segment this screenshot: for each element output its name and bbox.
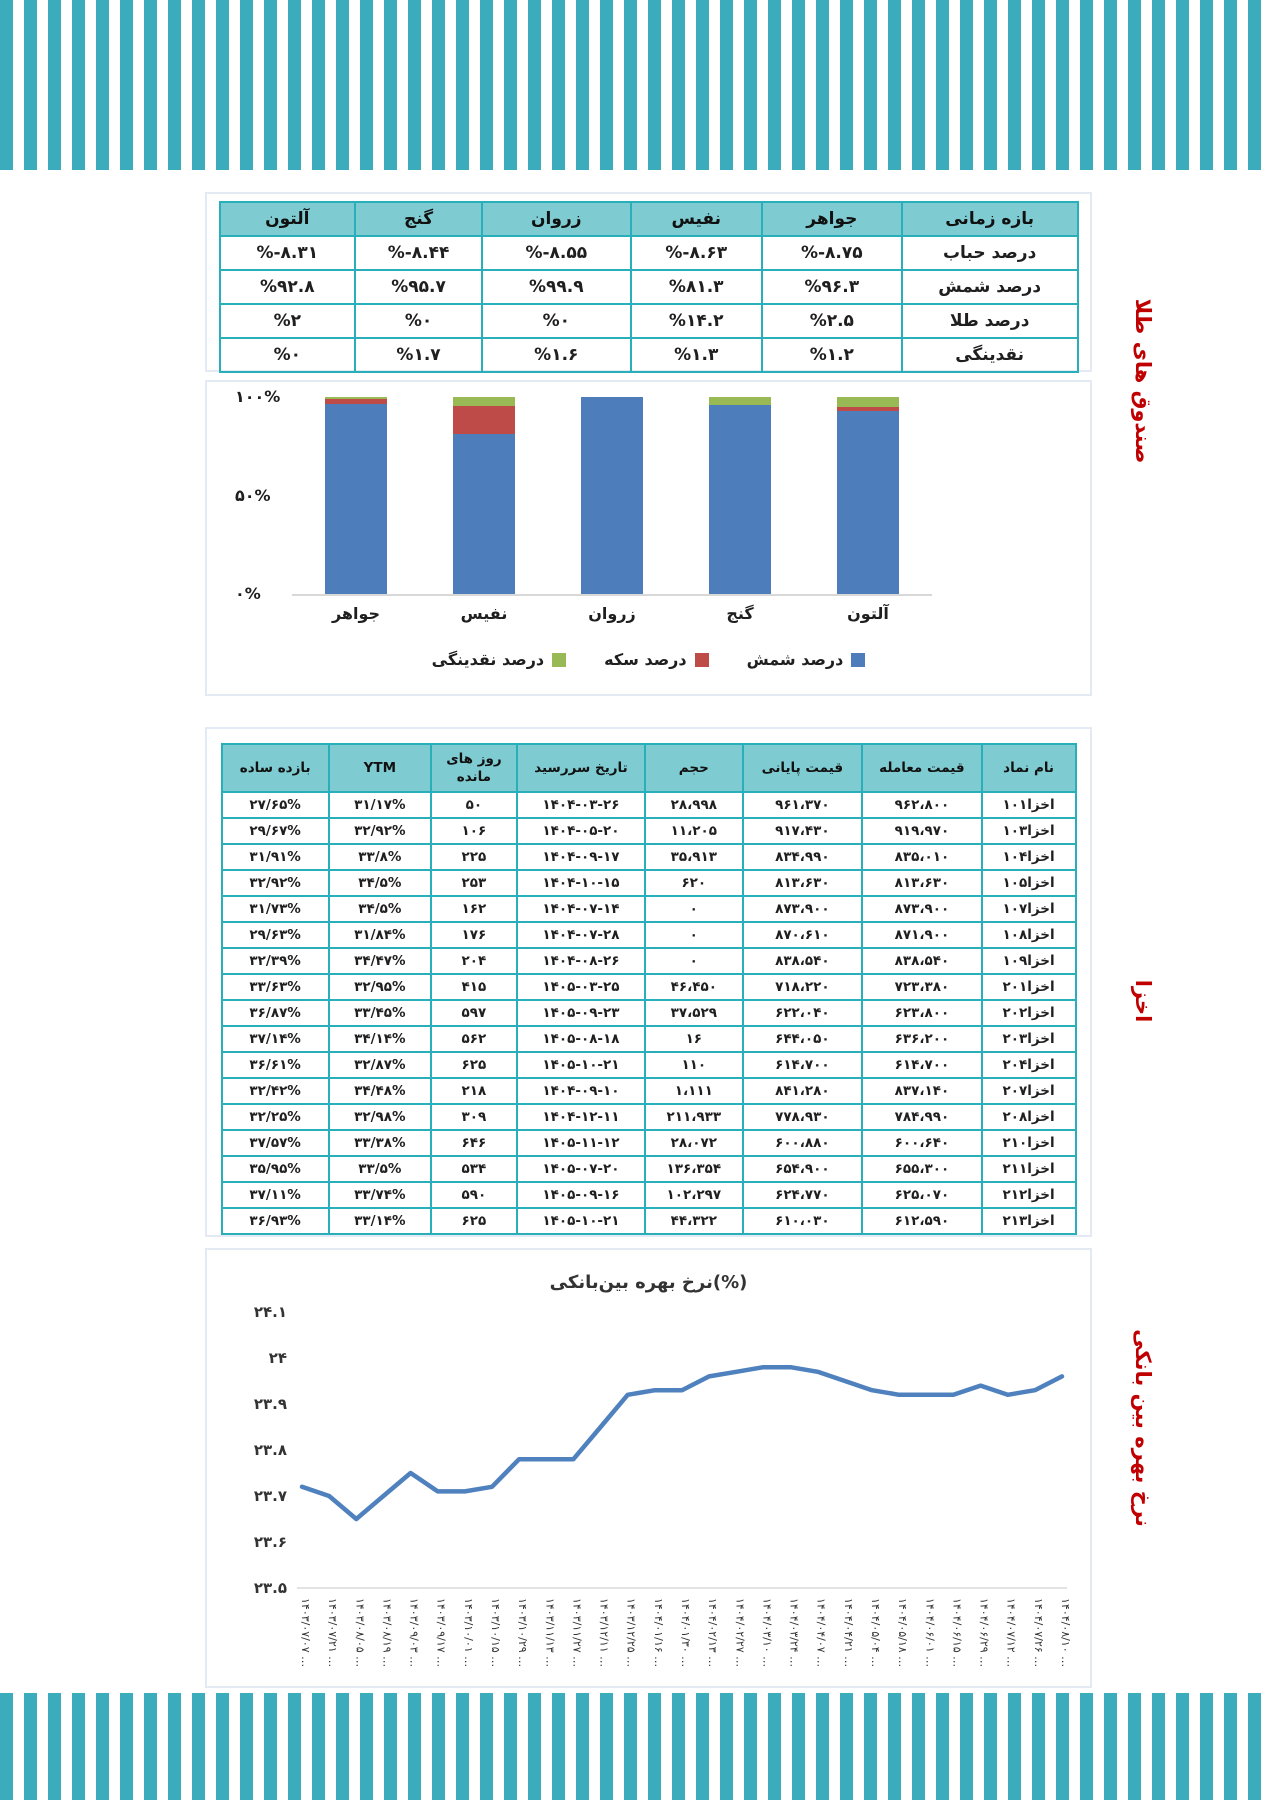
x-axis-label: جواهر (331, 604, 381, 623)
x-axis-label: ۱۴۰۴/۰۳/۲۴ … (787, 1598, 801, 1668)
interbank-line-chart (207, 1250, 1094, 1690)
x-axis-label: ۱۴۰۴/۰۱/۳۰ … (679, 1598, 692, 1668)
column-header: قیمت معامله (862, 744, 982, 792)
table-cell: ۲۲۵ (431, 844, 517, 870)
table-cell: ۱،۱۱۱ (645, 1078, 743, 1104)
column-header: بازه زمانی (902, 202, 1078, 236)
bar-slot (292, 397, 420, 594)
table-cell: ۶۰۰،۸۸۰ (743, 1130, 863, 1156)
table-cell: ۶۱۴،۷۰۰ (862, 1052, 982, 1078)
line-chart-title: نرخ بهره بین‌بانکی(%) (549, 1272, 748, 1293)
bar-جواهر (325, 397, 387, 594)
row-label: نقدینگی (902, 338, 1078, 372)
table-cell: ۲۹/۶۳% (222, 922, 329, 948)
table-cell: ۹۱۷،۴۳۰ (743, 818, 863, 844)
table-cell: ۱۴۰۵-۰۷-۲۰ (517, 1156, 645, 1182)
table-cell: ۱۶۲ (431, 896, 517, 922)
table-cell: %۱.۳ (631, 338, 762, 372)
table-cell: %۹۹.۹ (482, 270, 631, 304)
table-cell: ۳۶/۹۳% (222, 1208, 329, 1234)
table-cell: ۳۳/۳۸% (329, 1130, 431, 1156)
x-axis-label: ۱۴۰۴/۰۵/۱۸ … (896, 1598, 910, 1668)
table-cell: ۳۷/۵۷% (222, 1130, 329, 1156)
legend-label: درصد سکه (604, 650, 687, 669)
x-axis-label: ۱۴۰۳/۰۸/۱۹ … (380, 1598, 394, 1668)
table-cell: ۱۳۶،۳۵۴ (645, 1156, 743, 1182)
bar-segment (709, 397, 771, 405)
table-cell: ۱۴۰۴-۰۷-۱۴ (517, 896, 645, 922)
table-cell: ۳۴/۴۸% (329, 1078, 431, 1104)
x-axis-label: ۱۴۰۴/۰۶/۲۹ … (977, 1598, 991, 1668)
symbol-cell: اخزا۲۰۸ (982, 1104, 1076, 1130)
table-cell: ۳۲/۲۵% (222, 1104, 329, 1130)
x-axis-label: ۱۴۰۳/۱۰/۰۱ … (461, 1598, 475, 1668)
table-row (222, 1026, 1076, 1052)
table-cell: ۳۲/۹۲% (222, 870, 329, 896)
bar-chart-x-axis (292, 604, 932, 623)
column-header: جواهر (762, 202, 902, 236)
side-label-gold-funds: صندوق های طلا (1131, 298, 1155, 464)
table-cell: ۱۶ (645, 1026, 743, 1052)
table-cell: ۶۲۵،۰۷۰ (862, 1182, 982, 1208)
table-cell: %۰ (220, 338, 356, 372)
table-cell: ۳۲/۹۸% (329, 1104, 431, 1130)
symbol-cell: اخزا۱۰۱ (982, 792, 1076, 818)
y-axis-tick: ۲۴.۱ (253, 1303, 287, 1321)
row-label: درصد شمش (902, 270, 1078, 304)
table-cell: ۱۴۰۴-۰۵-۲۰ (517, 818, 645, 844)
akhza-panel (205, 727, 1092, 1237)
symbol-cell: اخزا۱۰۸ (982, 922, 1076, 948)
table-cell: ۳۳/۶۳% (222, 974, 329, 1000)
table-cell: ۷۲۳،۳۸۰ (862, 974, 982, 1000)
table-cell: ۷۷۸،۹۳۰ (743, 1104, 863, 1130)
table-row (220, 338, 1078, 372)
table-cell: ۶۲۵ (431, 1052, 517, 1078)
table-cell: ۱۷۶ (431, 922, 517, 948)
column-header: آلتون (220, 202, 356, 236)
table-cell: ۱۴۰۵-۱۰-۲۱ (517, 1208, 645, 1234)
table-cell: ۴۶،۴۵۰ (645, 974, 743, 1000)
table-cell: ۳۳/۱۴% (329, 1208, 431, 1234)
akhza-table-header (222, 744, 1076, 792)
bar-segment (709, 405, 771, 594)
table-cell: ۳۱/۸۴% (329, 922, 431, 948)
table-cell: ۲۸،۰۷۲ (645, 1130, 743, 1156)
table-cell: ۸۷۱،۹۰۰ (862, 922, 982, 948)
table-row (222, 1052, 1076, 1078)
table-cell: %۱۴.۲ (631, 304, 762, 338)
table-cell: %۰ (355, 304, 482, 338)
table-cell: ۹۶۱،۳۷۰ (743, 792, 863, 818)
bar-نفیس (453, 397, 515, 594)
gold-funds-chart-panel (205, 380, 1092, 696)
table-row (222, 948, 1076, 974)
symbol-cell: اخزا۲۱۲ (982, 1182, 1076, 1208)
row-label: درصد طلا (902, 304, 1078, 338)
table-cell: ۳۱/۹۱% (222, 844, 329, 870)
table-cell: ۸۱۳،۶۳۰ (862, 870, 982, 896)
legend-label: درصد نقدینگی (431, 650, 545, 669)
symbol-cell: اخزا۲۱۰ (982, 1130, 1076, 1156)
symbol-cell: اخزا۱۰۹ (982, 948, 1076, 974)
table-cell: ۲۰۴ (431, 948, 517, 974)
legend-swatch (552, 653, 566, 667)
table-cell: ۰ (645, 896, 743, 922)
stacked-bar-chart (207, 382, 1090, 698)
table-cell: ۳۳/۵% (329, 1156, 431, 1182)
column-header: YTM (329, 744, 431, 792)
table-row (220, 236, 1078, 270)
x-axis-label: ۱۴۰۴/۰۱/۱۶ … (651, 1598, 665, 1668)
side-label-interbank: نرخ بهره بین بانکی (1131, 1329, 1155, 1527)
bar-slot (804, 397, 932, 594)
table-cell: ۱۴۰۵-۰۹-۱۶ (517, 1182, 645, 1208)
x-axis-label: ۱۴۰۴/۰۲/۱۳ … (706, 1598, 720, 1668)
table-cell: ۶۱۲،۵۹۰ (862, 1208, 982, 1234)
table-cell: ۸۷۳،۹۰۰ (862, 896, 982, 922)
table-cell: ۳۴/۵% (329, 896, 431, 922)
symbol-cell: اخزا۱۰۳ (982, 818, 1076, 844)
y-axis-tick: ۲۳.۷ (253, 1487, 287, 1505)
table-cell: ۵۳۴ (431, 1156, 517, 1182)
y-axis-tick: ۵۰% (235, 485, 271, 505)
table-cell: ۸۴۱،۲۸۰ (743, 1078, 863, 1104)
x-axis-label: ۱۴۰۴/۰۷/۲۶ … (1031, 1598, 1045, 1668)
table-cell: ۳۱/۱۷% (329, 792, 431, 818)
table-row (222, 974, 1076, 1000)
table-cell: ۱۴۰۴-۰۳-۲۶ (517, 792, 645, 818)
table-cell: %۹۶.۳ (762, 270, 902, 304)
table-cell: %-۸.۷۵ (762, 236, 902, 270)
x-axis-label: ۱۴۰۳/۱۱/۲۷ … (570, 1598, 584, 1668)
table-cell: ۲۱۸ (431, 1078, 517, 1104)
table-cell: ۰ (645, 948, 743, 974)
table-cell: ۳۷/۱۴% (222, 1026, 329, 1052)
table-cell: ۳۴/۵% (329, 870, 431, 896)
decorative-stripes-top (0, 0, 1271, 170)
table-cell: ۹۶۲،۸۰۰ (862, 792, 982, 818)
x-axis-label: ۱۴۰۳/۰۷/۲۱ … (326, 1598, 340, 1668)
table-cell: %۱.۲ (762, 338, 902, 372)
table-cell: ۱۴۰۴-۰۸-۲۶ (517, 948, 645, 974)
table-cell: ۱۴۰۵-۰۸-۱۸ (517, 1026, 645, 1052)
bar-زروان (581, 397, 643, 594)
table-cell: %-۸.۴۴ (355, 236, 482, 270)
table-row (222, 1208, 1076, 1234)
legend-swatch (851, 653, 865, 667)
table-cell: ۸۳۸،۵۴۰ (743, 948, 863, 974)
table-cell: %۹۵.۷ (355, 270, 482, 304)
bar-segment (325, 404, 387, 594)
table-row (222, 870, 1076, 896)
y-axis-tick: ۲۳.۹ (253, 1395, 287, 1413)
x-axis-label: ۱۴۰۳/۰۹/۱۷ … (434, 1598, 448, 1668)
x-axis-label: ۱۴۰۴/۰۷/۱۲ … (1004, 1598, 1018, 1668)
y-axis-tick: ۰% (235, 584, 261, 603)
table-row (222, 1182, 1076, 1208)
x-axis-label: زروان (588, 604, 636, 623)
column-header: روز های مانده (431, 744, 517, 792)
bar-segment (581, 397, 643, 594)
table-cell: ۲۱۱،۹۳۳ (645, 1104, 743, 1130)
x-axis-label: ۱۴۰۴/۰۴/۲۱ … (841, 1598, 855, 1668)
table-cell: ۶۱۰،۰۳۰ (743, 1208, 863, 1234)
table-cell: ۶۲۵ (431, 1208, 517, 1234)
table-cell: ۵۰ (431, 792, 517, 818)
column-header: بازده ساده (222, 744, 329, 792)
x-axis-label: ۱۴۰۳/۱۲/۲۵ … (624, 1598, 638, 1668)
table-cell: ۱۰۲،۲۹۷ (645, 1182, 743, 1208)
table-cell: ۱۱،۲۰۵ (645, 818, 743, 844)
legend-label: درصد شمش (746, 650, 844, 669)
table-cell: ۱۰۶ (431, 818, 517, 844)
symbol-cell: اخزا۱۰۷ (982, 896, 1076, 922)
y-axis-tick: ۱۰۰% (235, 387, 281, 406)
bar-chart-baseline (292, 594, 932, 596)
column-header: نام نماد (982, 744, 1076, 792)
x-axis-label: ۱۴۰۳/۰۷/۰۷ … (299, 1598, 312, 1668)
symbol-cell: اخزا۱۰۴ (982, 844, 1076, 870)
table-cell: ۳۵،۹۱۳ (645, 844, 743, 870)
table-cell: ۳۶/۶۱% (222, 1052, 329, 1078)
table-cell: ۶۲۴،۷۷۰ (743, 1182, 863, 1208)
table-cell: ۴۱۵ (431, 974, 517, 1000)
table-cell: ۸۳۴،۹۹۰ (743, 844, 863, 870)
table-cell: ۰ (645, 922, 743, 948)
x-axis-label: ۱۴۰۳/۰۹/۰۳ … (407, 1598, 421, 1668)
table-cell: ۳۶/۸۷% (222, 1000, 329, 1026)
table-cell: ۱۴۰۴-۱۲-۱۱ (517, 1104, 645, 1130)
x-axis-label: ۱۴۰۴/۰۶/۰۱ … (923, 1598, 937, 1668)
x-axis-label: ۱۴۰۳/۱۰/۱۵ … (489, 1598, 502, 1668)
table-cell: ۲۷/۶۵% (222, 792, 329, 818)
x-axis-label: آلتون (847, 604, 889, 623)
legend-item (604, 650, 708, 669)
table-cell: ۶۲۲،۰۴۰ (743, 1000, 863, 1026)
table-cell: %-۸.۳۱ (220, 236, 356, 270)
table-cell: ۸۷۳،۹۰۰ (743, 896, 863, 922)
x-axis-label: نفیس (460, 604, 508, 623)
rate-line-series (302, 1367, 1062, 1519)
symbol-cell: اخزا۲۰۲ (982, 1000, 1076, 1026)
x-axis-label: ۱۴۰۳/۰۸/۰۵ … (353, 1598, 367, 1668)
table-row (222, 1104, 1076, 1130)
table-row (222, 818, 1076, 844)
table-cell: ۵۶۲ (431, 1026, 517, 1052)
table-cell: %۲ (220, 304, 356, 338)
table-row (222, 922, 1076, 948)
table-cell: ۳۷،۵۲۹ (645, 1000, 743, 1026)
table-cell: %۲.۵ (762, 304, 902, 338)
x-axis-label: ۱۴۰۴/۰۲/۲۷ … (733, 1598, 747, 1668)
table-cell: ۱۴۰۵-۰۹-۲۳ (517, 1000, 645, 1026)
y-axis-tick: ۲۳.۶ (253, 1533, 287, 1551)
table-cell: ۳۴/۱۴% (329, 1026, 431, 1052)
table-row (222, 1130, 1076, 1156)
bar-segment (453, 397, 515, 406)
table-row (222, 1156, 1076, 1182)
bar-slot (676, 397, 804, 594)
table-cell: ۵۹۷ (431, 1000, 517, 1026)
table-cell: ۳۲/۴۲% (222, 1078, 329, 1104)
x-axis-label: گنج (726, 604, 754, 623)
legend-item (432, 650, 567, 669)
column-header: حجم (645, 744, 743, 792)
symbol-cell: اخزا۲۰۱ (982, 974, 1076, 1000)
table-row (220, 304, 1078, 338)
symbol-cell: اخزا۲۰۷ (982, 1078, 1076, 1104)
symbol-cell: اخزا۱۰۵ (982, 870, 1076, 896)
table-cell: ۳۲/۸۷% (329, 1052, 431, 1078)
table-cell: ۲۸،۹۹۸ (645, 792, 743, 818)
table-cell: %۱.۷ (355, 338, 482, 372)
table-cell: ۱۴۰۵-۱۱-۱۲ (517, 1130, 645, 1156)
table-cell: ۳۳/۸% (329, 844, 431, 870)
column-header: تاریخ سررسید (517, 744, 645, 792)
column-header: زروان (482, 202, 631, 236)
bar-segment (453, 434, 515, 594)
symbol-cell: اخزا۲۱۳ (982, 1208, 1076, 1234)
table-cell: ۶۴۶ (431, 1130, 517, 1156)
akhza-table (221, 743, 1077, 1235)
bar-آلتون (837, 397, 899, 594)
table-cell: ۶۵۴،۹۰۰ (743, 1156, 863, 1182)
column-header: گنج (355, 202, 482, 236)
table-cell: %۱.۶ (482, 338, 631, 372)
x-axis-label: ۱۴۰۴/۰۸/۱۰ … (1059, 1598, 1072, 1668)
table-cell: %-۸.۶۳ (631, 236, 762, 270)
gold-funds-table (219, 201, 1079, 373)
bar-segment (837, 411, 899, 594)
bar-segment (837, 397, 899, 407)
table-cell: ۸۳۸،۵۴۰ (862, 948, 982, 974)
table-cell: ۳۷/۱۱% (222, 1182, 329, 1208)
table-cell: ۳۴/۴۷% (329, 948, 431, 974)
bar-chart-legend (207, 650, 1090, 669)
table-cell: ۸۳۵،۰۱۰ (862, 844, 982, 870)
side-label-akhza: اخزا (1131, 979, 1155, 1023)
x-axis-label: ۱۴۰۴/۰۳/۱۰ … (760, 1598, 774, 1668)
x-axis-label: ۱۴۰۳/۱۰/۲۹ … (516, 1598, 530, 1668)
table-cell: ۶۱۴،۷۰۰ (743, 1052, 863, 1078)
gold-funds-panel (205, 192, 1092, 372)
table-cell: ۱۴۰۵-۰۳-۲۵ (517, 974, 645, 1000)
table-cell: ۶۵۵،۳۰۰ (862, 1156, 982, 1182)
symbol-cell: اخزا۲۰۴ (982, 1052, 1076, 1078)
decorative-stripes-bottom (0, 1693, 1271, 1800)
bar-slot (548, 397, 676, 594)
table-cell: ۶۳۶،۲۰۰ (862, 1026, 982, 1052)
bar-گنج (709, 397, 771, 594)
table-cell: %۸۱.۳ (631, 270, 762, 304)
table-cell: ۴۴،۳۲۲ (645, 1208, 743, 1234)
x-axis-label: ۱۴۰۳/۱۱/۱۳ … (543, 1598, 557, 1668)
table-cell: ۱۴۰۴-۱۰-۱۵ (517, 870, 645, 896)
table-cell: ۶۴۴،۰۵۰ (743, 1026, 863, 1052)
x-axis-label: ۱۴۰۴/۰۴/۰۷ … (814, 1598, 828, 1668)
table-cell: ۶۰۰،۶۴۰ (862, 1130, 982, 1156)
legend-item (747, 650, 866, 669)
table-cell: ۱۴۰۴-۰۷-۲۸ (517, 922, 645, 948)
table-row (220, 270, 1078, 304)
table-cell: ۳۳/۴۵% (329, 1000, 431, 1026)
table-row (222, 896, 1076, 922)
column-header: قیمت پایانی (743, 744, 863, 792)
table-cell: ۷۸۴،۹۹۰ (862, 1104, 982, 1130)
table-cell: ۶۲۰ (645, 870, 743, 896)
table-cell: ۲۵۳ (431, 870, 517, 896)
table-cell: ۳۲/۳۹% (222, 948, 329, 974)
bar-segment (453, 406, 515, 434)
table-cell: ۳۰۹ (431, 1104, 517, 1130)
table-cell: %-۸.۵۵ (482, 236, 631, 270)
x-axis-label: ۱۴۰۴/۰۵/۰۴ … (869, 1598, 882, 1668)
table-cell: ۲۹/۶۷% (222, 818, 329, 844)
table-row (222, 844, 1076, 870)
table-cell: ۷۱۸،۲۲۰ (743, 974, 863, 1000)
table-row (222, 792, 1076, 818)
y-axis-tick: ۲۳.۵ (253, 1579, 287, 1597)
table-cell: ۹۱۹،۹۷۰ (862, 818, 982, 844)
row-label: درصد حباب (902, 236, 1078, 270)
x-axis-label: ۱۴۰۴/۰۶/۱۵ … (950, 1598, 964, 1668)
table-cell: ۳۲/۹۲% (329, 818, 431, 844)
table-cell: ۱۱۰ (645, 1052, 743, 1078)
table-row (222, 1078, 1076, 1104)
table-cell: %۹۲.۸ (220, 270, 356, 304)
table-cell: ۸۳۷،۱۴۰ (862, 1078, 982, 1104)
legend-swatch (695, 653, 709, 667)
y-axis-tick: ۲۳.۸ (253, 1441, 287, 1459)
table-cell: ۸۷۰،۶۱۰ (743, 922, 863, 948)
table-cell: ۱۴۰۴-۰۹-۱۰ (517, 1078, 645, 1104)
symbol-cell: اخزا۲۰۳ (982, 1026, 1076, 1052)
table-cell: ۳۳/۷۴% (329, 1182, 431, 1208)
symbol-cell: اخزا۲۱۱ (982, 1156, 1076, 1182)
table-cell: ۶۲۳،۸۰۰ (862, 1000, 982, 1026)
table-cell: ۳۲/۹۵% (329, 974, 431, 1000)
table-cell: ۱۴۰۵-۱۰-۲۱ (517, 1052, 645, 1078)
bar-slot (420, 397, 548, 594)
table-cell: ۳۵/۹۵% (222, 1156, 329, 1182)
column-header: نفیس (631, 202, 762, 236)
bar-chart-bars (292, 397, 932, 594)
table-cell: %۰ (482, 304, 631, 338)
table-row (222, 1000, 1076, 1026)
gold-funds-table-header (220, 202, 1078, 236)
table-cell: ۵۹۰ (431, 1182, 517, 1208)
table-cell: ۱۴۰۴-۰۹-۱۷ (517, 844, 645, 870)
table-cell: ۳۱/۷۳% (222, 896, 329, 922)
y-axis-tick: ۲۴ (268, 1349, 287, 1367)
interbank-chart-panel (205, 1248, 1092, 1688)
table-cell: ۸۱۳،۶۳۰ (743, 870, 863, 896)
x-axis-label: ۱۴۰۳/۱۲/۱۱ … (597, 1598, 611, 1668)
